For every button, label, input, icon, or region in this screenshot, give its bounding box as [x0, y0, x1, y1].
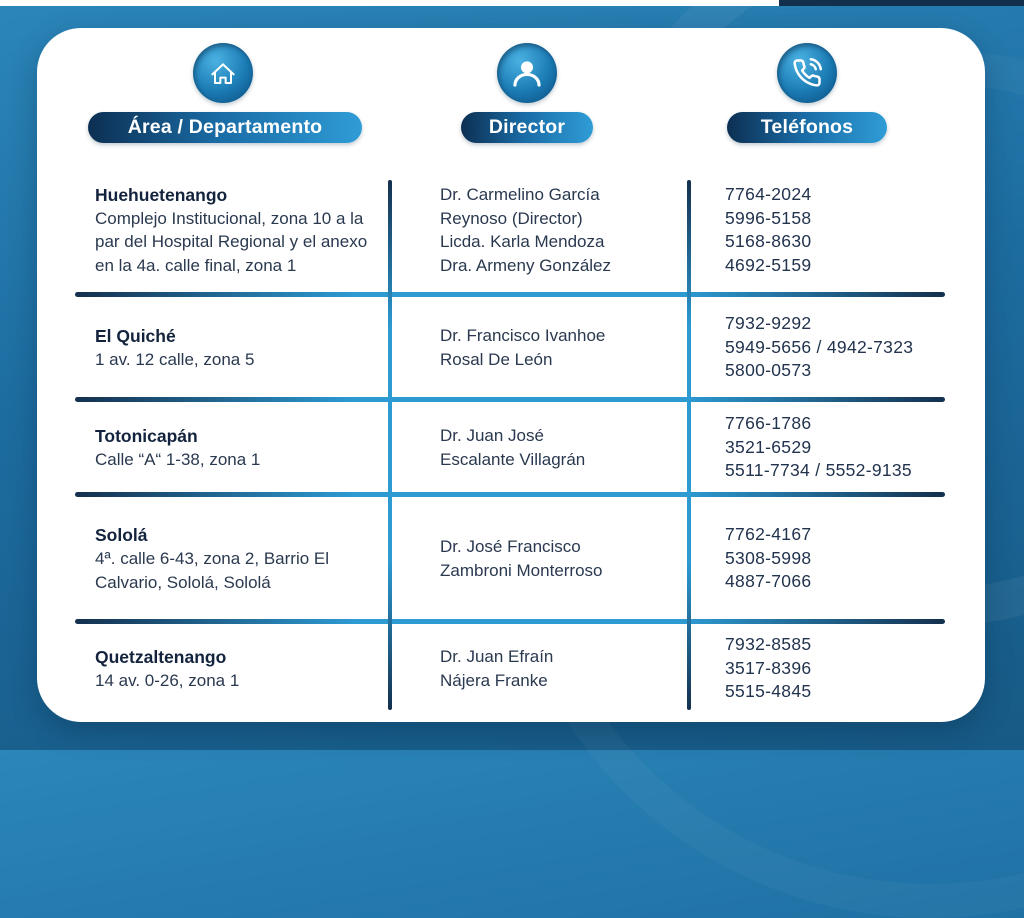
- department-address: Complejo Institucional, zona 10 a la par del Hospital Regional y el anexo en la 4a. calle final, zona 1: [95, 208, 368, 275]
- person-icon: [497, 43, 557, 103]
- director-name: Dr. Carmelino García: [440, 185, 600, 204]
- phone-number: 7932-8585: [725, 634, 812, 655]
- director-name: Nájera Franke: [440, 670, 548, 690]
- table-row: [37, 165, 985, 295]
- phone-number: 5511-7734 / 5552-9135: [725, 460, 912, 481]
- phone-number: 3517-8396: [725, 657, 812, 678]
- phones-cell: [687, 295, 985, 400]
- phone-number: 3521-6529: [725, 436, 812, 457]
- director-cell: [388, 400, 687, 495]
- director-name: Dra. Armeny González: [440, 255, 612, 275]
- phones-cell: [687, 622, 985, 715]
- table-row: [37, 400, 985, 495]
- phone-number: 5800-0573: [725, 360, 812, 381]
- phone-number: 7764-2024: [725, 184, 812, 204]
- row-divider: [75, 292, 945, 297]
- department-address: 14 av. 0-26, zona 1: [95, 670, 240, 690]
- phone-icon: [777, 43, 837, 103]
- area-cell: [37, 295, 388, 400]
- column-header-phones: Teléfonos: [727, 112, 887, 143]
- phone-number: 7932-9292: [725, 313, 812, 334]
- home-icon: [193, 43, 253, 103]
- column-divider: [388, 180, 392, 710]
- phone-number: 7762-4167: [725, 524, 812, 545]
- department-name: Quetzaltenango: [95, 646, 227, 667]
- department-address: 4ª. calle 6-43, zona 2, Barrio El Calvario, Sololá, Sololá: [95, 549, 330, 592]
- department-name: El Quiché: [95, 325, 176, 346]
- phones-cell: [687, 400, 985, 495]
- phone-number: 5308-5998: [725, 547, 812, 568]
- phone-number: 5949-5656 / 4942-7323: [725, 336, 914, 357]
- column-header-director: Director: [461, 112, 593, 143]
- director-cell: [388, 165, 687, 295]
- department-name: Totonicapán: [95, 425, 198, 446]
- row-divider: [75, 619, 945, 624]
- phones-cell: [687, 165, 985, 295]
- column-header-area: Área / Departamento: [88, 112, 362, 143]
- top-white-strip: [0, 0, 779, 6]
- director-cell: [388, 622, 687, 715]
- column-divider: [687, 180, 691, 710]
- top-navy-strip: [779, 0, 1024, 6]
- director-name: Escalante Villagrán: [440, 449, 586, 469]
- area-cell: [37, 622, 388, 715]
- content-card: [37, 28, 985, 722]
- director-name: Licda. Karla Mendoza: [440, 232, 605, 251]
- director-cell: [388, 295, 687, 400]
- phone-number: 7766-1786: [725, 413, 812, 434]
- phone-number: 5168-8630: [725, 231, 812, 251]
- area-cell: [37, 165, 388, 295]
- director-name: Dr. Juan Efraín: [440, 647, 554, 666]
- area-cell: [37, 495, 388, 622]
- director-cell: [388, 495, 687, 622]
- row-divider: [75, 492, 945, 497]
- department-name: Sololá: [95, 525, 148, 545]
- department-address: 1 av. 12 calle, zona 5: [95, 349, 255, 369]
- director-name: Rosal De León: [440, 349, 553, 369]
- phone-number: 4692-5159: [725, 254, 812, 275]
- department-name: Huehuetenango: [95, 184, 228, 205]
- phone-number: 5515-4845: [725, 681, 812, 702]
- department-address: Calle “A“ 1-38, zona 1: [95, 449, 261, 469]
- director-name: Dr. José Francisco: [440, 537, 581, 556]
- director-name: Dr. Juan José: [440, 426, 544, 445]
- director-name: Reynoso (Director): [440, 208, 583, 228]
- phones-cell: [687, 495, 985, 622]
- directory-table: [37, 165, 985, 715]
- table-row: [37, 295, 985, 400]
- table-row: [37, 622, 985, 715]
- director-name: Dr. Francisco Ivanhoe: [440, 326, 606, 345]
- area-cell: [37, 400, 388, 495]
- phone-number: 5996-5158: [725, 207, 812, 228]
- phone-number: 4887-7066: [725, 571, 812, 592]
- director-name: Zambroni Monterroso: [440, 560, 603, 580]
- row-divider: [75, 397, 945, 402]
- table-row: [37, 495, 985, 622]
